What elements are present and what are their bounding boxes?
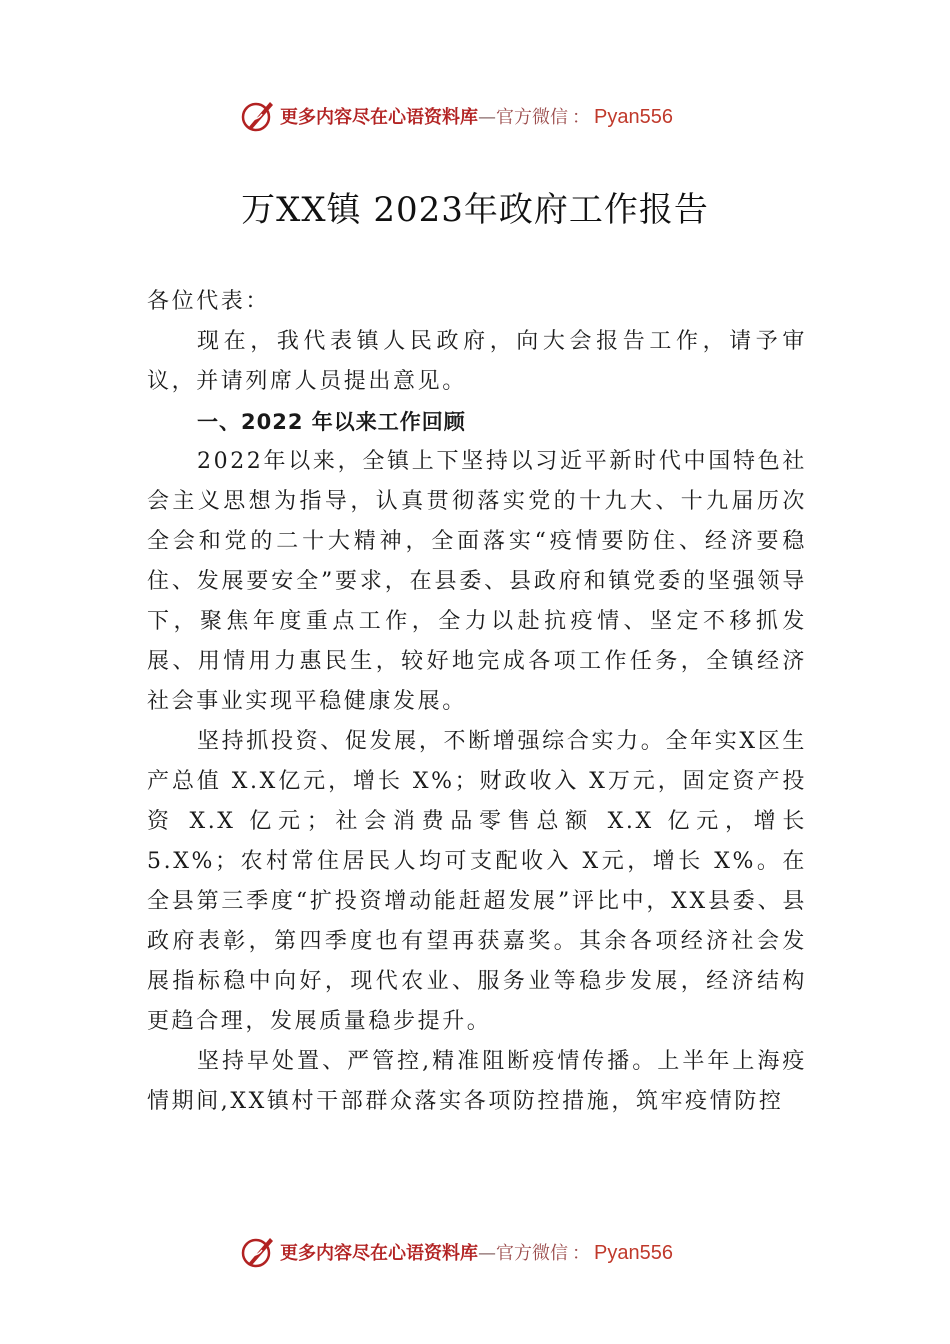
salutation: 各位代表： — [147, 289, 271, 314]
section-heading: 一、2022 年以来工作回顾 — [197, 410, 466, 434]
watermark-wechat-id: Pyan556 — [594, 106, 673, 128]
watermark-footer — [240, 1232, 760, 1272]
watermark-colon: ： — [572, 107, 590, 128]
watermark-brand: 更多内容尽在心语资料库 — [280, 107, 478, 128]
document-body — [147, 282, 807, 1122]
watermark-wechat-id: Pyan556 — [594, 1242, 673, 1264]
watermark-separator: — — [478, 107, 496, 128]
watermark-wechat-label: 官方微信 — [496, 1243, 568, 1264]
watermark-colon: ： — [572, 1243, 590, 1264]
watermark-separator: — — [478, 1243, 496, 1264]
watermark-text — [280, 103, 673, 129]
paragraph-overview: 2022年以来，全镇上下坚持以习近平新时代中国特色社会主义思想为指导，认真贯彻落实党的十九大、十九届历次全会和党的二十大精神，全面落实“疫情要防住、经济要稳住、发展要安全”要求，在县委、县政府和镇党委的坚强领导下，聚焦年度重点工作，全力以赴抗疫情、坚定不移抓发展、用情用力惠民生，较好地完成各项工作任务，全镇经济社会事业实现平稳健康发展。 — [147, 449, 807, 714]
paragraph-intro: 现在，我代表镇人民政府，向大会报告工作，请予审议，并请列席人员提出意见。 — [147, 329, 807, 394]
quill-pen-logo-icon — [240, 1234, 276, 1270]
watermark-wechat-label: 官方微信 — [496, 107, 568, 128]
paragraph-epidemic: 坚持早处置、严管控,精准阻断疫情传播。上半年上海疫情期间,XX镇村干部群众落实各项防控措施，筑牢疫情防控 — [147, 1049, 807, 1114]
watermark-text — [280, 1239, 673, 1265]
watermark-brand: 更多内容尽在心语资料库 — [280, 1243, 478, 1264]
quill-pen-logo-icon — [240, 98, 276, 134]
document-title: 万XX镇 2023年政府工作报告 — [241, 190, 709, 230]
watermark-header — [240, 96, 760, 136]
paragraph-investment: 坚持抓投资、促发展，不断增强综合实力。全年实X区生产总值 X.X亿元，增长 X%；财政收入 X万元，固定资产投资 X.X 亿元；社会消费品零售总额 X.X 亿元，增长5.X%；农村常住居民人均可支配收入 X元，增长 X%。在全县第三季度“扩投资增动能赶超发展”评比中，XX县委、县政府表彰，第四季度也有望再获嘉奖。其余各项经济社会发展指标稳中向好，现代农业、服务业等稳步发展，经济结构更趋合理，发展质量稳步提升。 — [147, 729, 807, 1034]
